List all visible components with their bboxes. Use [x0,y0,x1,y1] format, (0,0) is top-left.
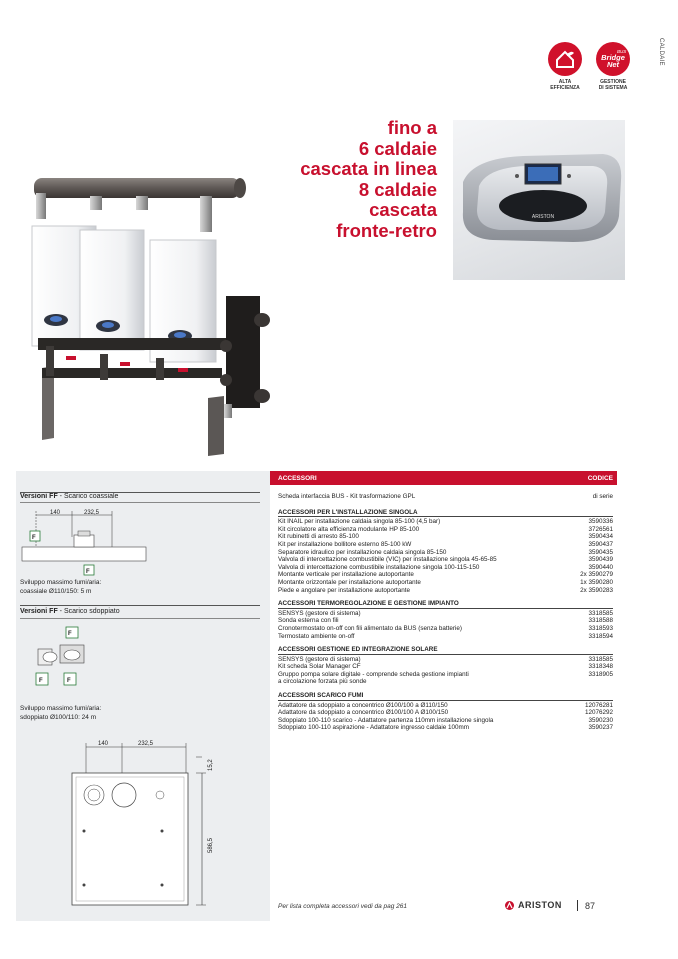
bus-bridgenet-icon [596,42,630,76]
divider [20,492,260,493]
svg-text:F: F [32,535,36,541]
headline-line: 8 caldaie [358,178,437,200]
divider [20,618,260,619]
svg-text:140: 140 [98,741,109,747]
plan-drawing [56,735,236,915]
table-row: a circolazione forzata più sonde [278,678,367,686]
footnote: Per lista completa accessori vedi da pag 261 [278,903,407,910]
table-row: Montante orizzontale per installazione autoportante 1x 3590280 [278,578,613,586]
table-row: Kit INAIL per installazione caldaia singola 85-100 (4,5 bar) 3590336 [278,518,613,526]
section-title: ACCESSORI SCARICO FUMI [278,692,613,701]
table-row: Adattatore da sdoppiato a concentrico Ø100/100 a Ø110/150 12076281 [278,701,613,709]
table-row: Cronotermostato on-off con fili alimentato da BUS (senza batterie) 3318593 [278,624,613,632]
table-row: Scheda interfaccia BUS - Kit trasformazione GPL di serie [278,493,613,500]
table-row: Valvola di intercettazione combustibile installazione singola 100-115-150 3590440 [278,563,613,571]
section-title: ACCESSORI TERMOREGOLAZIONE E GESTIONE IMPIANTO [278,600,613,609]
badge-label: GESTIONE DI SISTEMA [598,79,628,91]
table-row: Termostato ambiente on-off 3318594 [278,632,613,640]
split-title: Versioni FF - Scarico sdoppiato [20,608,120,615]
divider [20,502,260,503]
badge-alta-efficienza [544,42,586,91]
table-row: Adattatore da sdoppiato a concentrico Ø100/100 A Ø100/150 12076292 [278,709,613,717]
ariston-logo-icon [505,901,514,910]
headline-line: fronte-retro [336,219,437,241]
headline-line: cascata in linea [300,158,437,179]
technical-drawings-panel [16,471,270,921]
badge-gestione-sistema [592,42,634,91]
split-note: Sviluppo massimo fumi/aria: sdoppiato Ø100/110: 24 m [20,705,102,721]
section-side-tab [652,38,666,78]
section-title: ACCESSORI GESTIONE ED INTEGRAZIONE SOLARE [278,646,613,655]
headline [270,118,437,241]
svg-text:140: 140 [50,510,61,516]
table-row: Gruppo pompa solare digitale - comprende scheda gestione impianti 3318905 [278,670,613,678]
divider [20,605,260,606]
header-codice: CODICE [587,475,613,482]
svg-text:BUS: BUS [617,49,627,54]
table-row: SENSYS (gestore di sistema) 3318585 [278,609,613,617]
table-row: Separatore idraulico per installazione caldaia singola 85-150 3590435 [278,548,613,556]
table-row: Piede e angolare per installazione autoportante 2x 3590283 [278,586,613,594]
svg-text:232,5: 232,5 [84,510,100,516]
headline-line: cascata [369,199,437,220]
coax-note: Sviluppo massimo fumi/aria: coassiale Ø110/150: 5 m [20,579,102,595]
table-row: Kit circolatore alta efficienza modulante HP 85-100 3726561 [278,525,613,533]
svg-text:F: F [68,631,72,637]
table-row: Sdoppiato 100-110 scarico - Adattatore partenza 110mm installazione singola 3590230 [278,716,613,724]
svg-text:586,5: 586,5 [208,837,214,853]
accessories-table-header [270,471,617,485]
brand-name: ARISTON [518,900,562,910]
coax-title: Versioni FF - Scarico coassiale [20,493,119,500]
svg-text:Net: Net [606,60,620,69]
coax-drawing [20,507,160,577]
svg-text:232,5: 232,5 [138,741,154,747]
table-row: Kit per installazione bollitore esterno 85-100 kW 3590437 [278,540,613,548]
table-row: Sonda esterna con fili 3318588 [278,617,613,625]
ariston-logo [505,900,562,910]
table-row: Montante verticale per installazione autoportante 2x 3590279 [278,571,613,579]
table-row: Kit rubinetti di arresto 85-100 3590434 [278,533,613,541]
badge-label: ALTA EFFICIENZA [550,79,580,91]
svg-text:F: F [67,678,71,684]
headline-line: fino a [387,117,437,138]
page-separator [577,900,578,911]
table-row: Sdoppiato 100-110 aspirazione - Adattatore ingresso caldaie 100mm 3590237 [278,724,613,732]
table-row: Kit scheda Solar Manager CF 3318348 [278,663,613,671]
split-drawing [30,621,110,693]
page-number: 87 [585,901,596,911]
control-panel-photo [453,120,625,280]
boiler-cascade-illustration [28,168,298,458]
svg-text:Bridge: Bridge [601,53,625,62]
table-row: Valvola di intercettazione combustibile (VIC) per installazione singola 45-65-85 3590439 [278,556,613,564]
svg-text:15,2: 15,2 [208,759,214,771]
table-row: SENSYS (gestore di sistema) 3318585 [278,655,613,663]
headline-line: 6 caldaie [358,137,437,159]
section-side-tab-label: CALDAIE [658,38,664,66]
svg-text:F: F [39,678,43,684]
svg-text:ARISTON: ARISTON [531,214,555,220]
accessories-table [278,493,613,732]
header-accessori: ACCESSORI [278,475,317,482]
house-leaf-icon [548,42,582,76]
section-title: ACCESSORI PER L'INSTALLAZIONE SINGOLA [278,509,613,518]
svg-text:F: F [86,569,90,575]
